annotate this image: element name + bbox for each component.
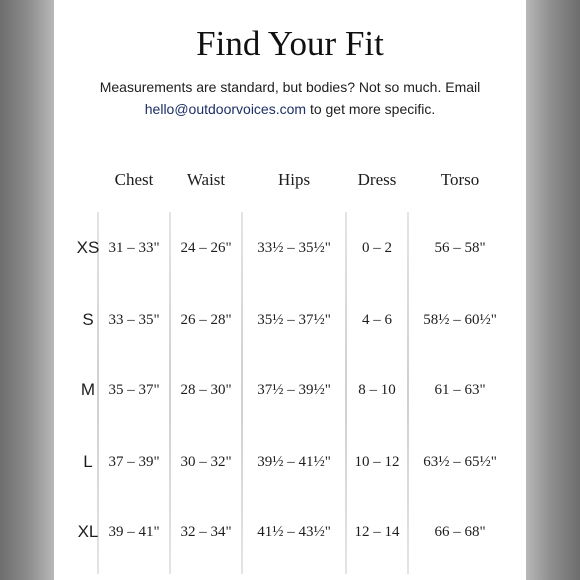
table-cell: 0 – 2 — [362, 240, 392, 256]
table-cell: 12 – 14 — [354, 524, 400, 540]
column-header-torso: Torso — [440, 170, 480, 189]
size-label-xl: XL — [77, 522, 99, 541]
table-cell: 24 – 26" — [180, 240, 232, 256]
table-cell: 33½ – 35½" — [257, 240, 331, 256]
size-label-s: S — [82, 310, 94, 329]
column-header-waist: Waist — [186, 170, 226, 189]
table-cell: 66 – 68" — [434, 524, 486, 540]
size-chart-card — [54, 0, 526, 580]
table-cell: 35½ – 37½" — [257, 312, 331, 328]
table-cell: 61 – 63" — [434, 382, 486, 398]
left-gray-border — [0, 0, 54, 580]
column-header-chest: Chest — [114, 170, 154, 189]
table-cell: 28 – 30" — [180, 382, 232, 398]
column-header-dress: Dress — [357, 170, 397, 189]
table-cell: 39½ – 41½" — [257, 454, 331, 470]
table-cell: 58½ – 60½" — [423, 312, 497, 328]
table-cell: 33 – 35" — [108, 312, 160, 328]
table-cell: 10 – 12 — [354, 454, 400, 470]
table-cell: 30 – 32" — [180, 454, 232, 470]
intro-line-2-tail: to get more specific. — [306, 101, 436, 117]
table-cell: 37 – 39" — [108, 454, 160, 470]
table-cell: 4 – 6 — [362, 312, 392, 328]
table-cell: 31 – 33" — [108, 240, 160, 256]
size-label-xs: XS — [76, 238, 100, 257]
email-link[interactable]: hello@outdoorvoices.com — [144, 101, 307, 117]
table-cell: 56 – 58" — [434, 240, 486, 256]
table-cell: 35 – 37" — [108, 382, 160, 398]
right-gray-border — [526, 0, 580, 580]
table-cell: 39 – 41" — [108, 524, 160, 540]
size-label-l: L — [83, 452, 93, 471]
intro-line-1: Measurements are standard, but bodies? Not so much. Email — [99, 79, 481, 95]
table-cell: 8 – 10 — [358, 382, 396, 398]
size-label-m: M — [80, 380, 96, 399]
table-cell: 32 – 34" — [180, 524, 232, 540]
table-cell: 37½ – 39½" — [257, 382, 331, 398]
column-header-hips: Hips — [277, 170, 311, 189]
table-cell: 41½ – 43½" — [257, 524, 331, 540]
intro-text — [54, 76, 526, 120]
table-cell: 63½ – 65½" — [423, 454, 497, 470]
page-title: Find Your Fit — [196, 24, 384, 63]
table-cell: 26 – 28" — [180, 312, 232, 328]
intro-line-2 — [54, 98, 526, 120]
